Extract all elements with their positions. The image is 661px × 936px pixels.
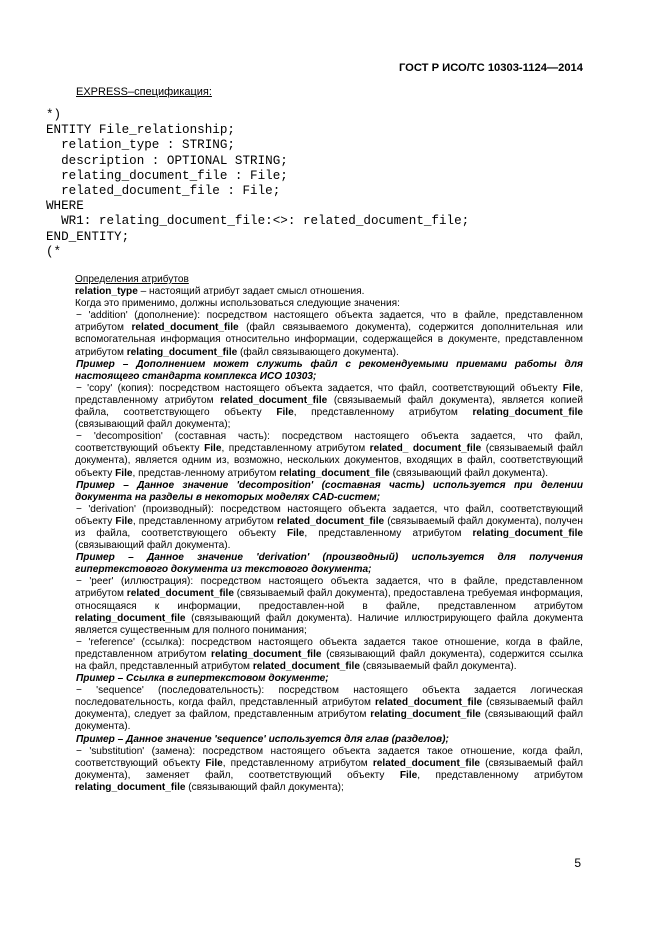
text-run: Пример – Ссылка в гипертекстовом документе; <box>76 673 329 685</box>
paragraph-list <box>75 286 583 794</box>
text-run: (связывающий файл документа). <box>75 709 583 733</box>
definition-paragraph <box>75 298 583 310</box>
attribute-name: relating_document_file <box>126 346 238 358</box>
text-run: (файл связывающего документа). <box>237 346 399 358</box>
code-line: END_ENTITY; <box>46 229 130 244</box>
attribute-name: relating_document_file <box>472 527 583 539</box>
text-run: Пример – Данное значение 'derivation' (производный) используется для получения гипертекстового документа из текстового документа; <box>75 552 583 576</box>
attribute-name: File <box>205 757 223 769</box>
text-run: (связывающий файл документа). <box>389 467 549 479</box>
text-run: Пример – Данное значение 'sequence' используется для глав (разделов); <box>76 733 449 745</box>
code-line: ENTITY File_relationship; <box>46 123 235 138</box>
text-run: − 'reference' (ссылка): посредством настоящего объекта задается такое отношение, когда в файле, представленном атрибутом <box>75 636 583 660</box>
text-run: (связываемый файл документа), является копией файла, соответствующего объекту <box>75 394 583 419</box>
attribute-name: related_document_file <box>220 394 328 406</box>
attribute-name: relating_document_file <box>75 781 186 793</box>
text-run: − 'addition' (дополнение): посредством настоящего объекта задается, что в файле, представленном атрибутом <box>75 310 583 334</box>
attribute-name: File <box>287 527 305 539</box>
definition-paragraph <box>75 637 583 673</box>
definition-paragraph <box>75 431 583 479</box>
document-header: ГОСТ Р ИСО/ТС 10303-1124—2014 <box>398 62 583 74</box>
text-run: , представленному атрибутом <box>75 382 583 406</box>
attribute-name: File <box>399 769 418 781</box>
example-paragraph <box>75 673 583 685</box>
attribute-definitions <box>75 274 583 794</box>
text-run: (файл связываемого документа), содержится дополнительная или вспомогательная информация относительно информации, содержащейся в документе, представленном атрибутом <box>75 322 583 358</box>
text-run: − 'decomposition' (составная часть): посредством настоящего объекта задается, что файл, соответствующий объекту <box>75 431 583 455</box>
text-run: (связываемый файл документа), следует за файлом, представленным атрибутом <box>75 697 584 721</box>
definition-paragraph <box>75 746 583 794</box>
attribute-name: relation_type <box>75 286 138 298</box>
text-run: , представленному атрибутом <box>293 407 473 419</box>
attribute-name: related_document_file <box>276 515 385 527</box>
text-run: , представленному атрибутом <box>221 443 370 455</box>
attribute-name: File <box>204 443 222 455</box>
attr-heading: Определения атрибутов <box>75 274 189 285</box>
code-line: *) <box>46 108 62 122</box>
express-spec-label: EXPRESS–спецификация: <box>76 86 212 98</box>
attribute-name: relating_document_file <box>279 467 390 479</box>
text-run: (связываемый файл документа). <box>359 661 517 672</box>
code-line: (* <box>46 244 62 259</box>
definition-paragraph <box>75 576 583 636</box>
definition-paragraph <box>75 286 583 298</box>
text-run: , представленному атрибутом <box>132 515 277 527</box>
attribute-name: related_document_file <box>374 697 483 709</box>
example-paragraph <box>75 359 583 383</box>
attribute-name: File <box>276 407 294 419</box>
text-run: – настоящий атрибут задает смысл отношения. <box>137 286 365 298</box>
text-run: , представ-ленному атрибутом <box>132 467 280 479</box>
text-run: (связывающий файл документа). <box>75 540 231 552</box>
example-paragraph <box>75 480 583 504</box>
text-run: − 'derivation' (производный): посредством настоящего объекта задается, что файл, соответствующий объекту <box>75 503 583 527</box>
definition-paragraph <box>75 685 583 733</box>
attribute-name: related_document_file <box>126 588 234 600</box>
text-run: , представленному атрибутом <box>417 769 583 781</box>
text-run: Когда это применимо, должны использоваться следующие значения: <box>75 298 400 310</box>
definition-paragraph <box>75 504 583 552</box>
text-run: (связывающий файл документа); <box>75 419 231 431</box>
attribute-name: related_document_file <box>372 757 480 769</box>
text-run: (связываемый файл документа), предоставлена требуемая информация, относящаяся к информации, предоставлен-ной в файле, представленном атрибутом <box>75 588 583 612</box>
text-run: (связываемый файл документа), заменяет файл, соответствующий объекту <box>75 757 583 781</box>
code-line: description : OPTIONAL STRING; <box>46 153 288 168</box>
code-line: relating_document_file : File; <box>46 168 288 183</box>
attribute-name: File <box>115 467 133 479</box>
attribute-name: relating_document_file <box>370 709 481 721</box>
text-run: (связывающий файл документа), содержится ссылка на файл, представленный атрибутом <box>75 648 583 672</box>
text-run: Пример – Дополнением может служить файл с рекомендуемыми приемами работы для настоящего стандарта комплекса ИСО 10303; <box>75 358 583 382</box>
attribute-name: relating_document_file <box>211 648 322 660</box>
definition-paragraph <box>75 310 583 358</box>
text-run: (связываемый файл документа), является одним из, возможно, нескольких документов, входящих в файл, соответствующий объекту <box>75 443 583 479</box>
text-run: − 'sequence' (последовательность): посредством настоящего объекта задается логическая последовательность, когда файл, представленный атрибутом <box>75 685 583 709</box>
code-line: WR1: relating_document_file:<>: related_document_file; <box>46 214 470 229</box>
text-run: (связывающий файл документа). Наличие иллюстрирующего файла документа является существенным для полного понимания; <box>75 612 583 636</box>
express-code-block <box>46 108 469 260</box>
text-run: Пример – Данное значение 'decomposition' (составная часть) используется при делении документа на разделы в некоторых моделях CAD-систем; <box>75 479 583 503</box>
attribute-name: File <box>562 382 581 394</box>
page-number: 5 <box>574 856 581 870</box>
attribute-name: related_document_file <box>131 322 239 334</box>
attribute-name: related_ document_file <box>369 443 482 455</box>
text-run: − 'peer' (иллюстрация): посредством настоящего объекта задается, что в файле, представленном атрибутом <box>75 576 583 600</box>
text-run: − 'copy' (копия): посредством настоящего объекта задается, что файл, соответствующий объекту <box>76 382 563 394</box>
code-line: WHERE <box>46 199 84 214</box>
example-paragraph <box>75 734 583 746</box>
text-run: , представленному атрибутом <box>304 527 473 539</box>
code-line: related_document_file : File; <box>46 184 281 199</box>
text-run: − 'substitution' (замена): посредством настоящего объекта задается такое отношение, когда файл, соответствующий объекту <box>75 745 583 769</box>
attribute-name: File <box>115 515 133 527</box>
code-line: relation_type : STRING; <box>46 138 235 153</box>
attribute-name: relating_document_file <box>472 407 583 419</box>
attribute-name: relating_document_file <box>75 612 186 624</box>
definition-paragraph <box>75 383 583 431</box>
text-run: , представленному атрибутом <box>222 757 373 769</box>
attribute-name: related_document_file <box>252 661 360 672</box>
text-run: (связываемый файл документа), получен из файла, соответствующего объекту <box>75 515 583 539</box>
text-run: (связывающий файл документа); <box>185 781 344 793</box>
example-paragraph <box>75 552 583 576</box>
